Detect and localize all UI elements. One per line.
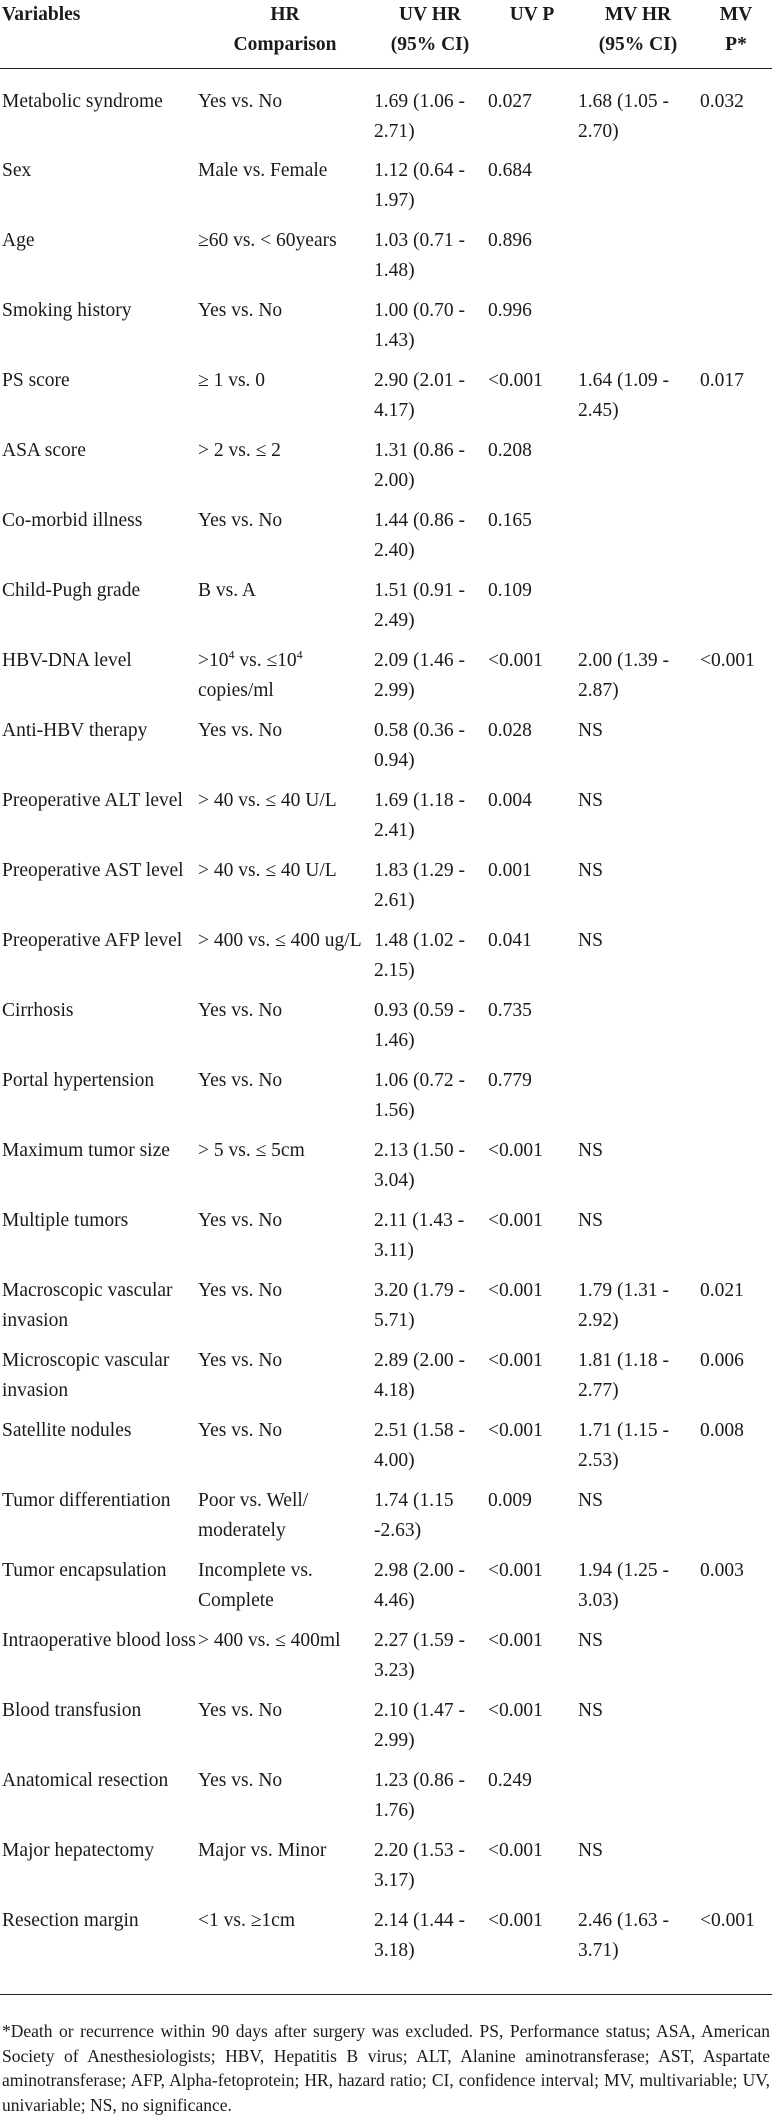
cell-variable: Resection margin xyxy=(2,1910,139,1931)
cell-uv-hr: 2.98 (2.00 - 4.46) xyxy=(374,1560,465,1611)
cell-mv-p xyxy=(698,1836,772,1906)
cell-mv-p: 0.017 xyxy=(700,370,744,391)
table-row xyxy=(0,926,772,996)
cell-mv-hr: 2.46 (1.63 - 3.71) xyxy=(578,1910,669,1961)
cell-mv-hr: NS xyxy=(578,1840,603,1861)
cell-variable: Satellite nodules xyxy=(2,1420,132,1441)
cell-variable: Microscopic vascular invasion xyxy=(2,1350,170,1401)
cell-variable: Child-Pugh grade xyxy=(2,580,141,601)
cell-mv-p xyxy=(698,1136,772,1206)
cell-mv-hr xyxy=(576,996,698,1066)
cell-mv-hr xyxy=(576,156,698,226)
table-row xyxy=(0,1486,772,1556)
cell-mv-p xyxy=(698,1486,772,1556)
cell-uv-p: 0.041 xyxy=(488,930,532,951)
cell-uv-hr: 2.90 (2.01 - 4.17) xyxy=(374,370,465,421)
cell-mv-p xyxy=(698,716,772,786)
cell-hr-comparison: Yes vs. No xyxy=(198,1350,283,1371)
cell-uv-p: <0.001 xyxy=(488,1630,543,1651)
text-fragment: copies/ml xyxy=(198,680,274,701)
cell-uv-p: 0.996 xyxy=(488,300,532,321)
cell-uv-p: 0.896 xyxy=(488,230,532,251)
cell-mv-p xyxy=(698,506,772,576)
cell-mv-hr: NS xyxy=(578,1630,603,1651)
cell-uv-hr: 2.51 (1.58 - 4.00) xyxy=(374,1420,465,1471)
cell-variable: Blood transfusion xyxy=(2,1700,142,1721)
cell-mv-hr xyxy=(576,436,698,506)
cell-mv-p: <0.001 xyxy=(700,1910,755,1931)
cell-variable: Sex xyxy=(2,160,32,181)
cell-mv-p xyxy=(698,436,772,506)
table-row xyxy=(0,996,772,1066)
cell-mv-p xyxy=(698,1766,772,1836)
cell-mv-p: 0.021 xyxy=(700,1280,744,1301)
cell-uv-hr: 1.69 (1.18 - 2.41) xyxy=(374,790,465,841)
cell-uv-p: 0.004 xyxy=(488,790,532,811)
text-fragment: >10 xyxy=(198,650,229,671)
cell-hr-comparison: > 400 vs. ≤ 400ml xyxy=(198,1630,341,1651)
cell-hr-comparison: Yes vs. No xyxy=(198,1700,283,1721)
cell-mv-p xyxy=(698,296,772,366)
cell-uv-hr: 1.44 (0.86 - 2.40) xyxy=(374,510,465,561)
cell-mv-hr: 1.64 (1.09 - 2.45) xyxy=(578,370,669,421)
header-hr-comparison: HR Comparison xyxy=(233,4,337,55)
cell-variable: HBV-DNA level xyxy=(2,650,132,671)
cell-uv-p: 0.684 xyxy=(488,160,532,181)
cell-mv-p: <0.001 xyxy=(700,650,755,671)
cell-mv-p xyxy=(698,1626,772,1696)
table-row xyxy=(0,1346,772,1416)
cell-mv-p: 0.032 xyxy=(700,90,744,112)
cell-hr-comparison: Yes vs. No xyxy=(198,1420,283,1441)
table-row xyxy=(0,576,772,646)
cell-variable: Preoperative AST level xyxy=(2,860,184,881)
cell-uv-hr: 1.06 (0.72 - 1.56) xyxy=(374,1070,465,1121)
table-row xyxy=(0,1766,772,1836)
text-fragment: vs. ≤10 xyxy=(234,650,297,671)
cell-hr-comparison: Yes vs. No xyxy=(198,1210,283,1231)
cell-hr-comparison: ≥60 vs. < 60years xyxy=(198,230,337,251)
cell-variable: PS score xyxy=(2,370,70,391)
cell-variable: Maximum tumor size xyxy=(2,1140,170,1161)
cell-mv-hr xyxy=(576,226,698,296)
cell-hr-comparison: Poor vs. Well/ moderately xyxy=(198,1490,309,1541)
cell-hr-comparison: Male vs. Female xyxy=(198,160,328,181)
cell-uv-hr: 1.00 (0.70 - 1.43) xyxy=(374,300,465,351)
cell-uv-p: 0.109 xyxy=(488,580,532,601)
cell-uv-p: <0.001 xyxy=(488,370,543,391)
table-row xyxy=(0,68,772,156)
cell-uv-p: <0.001 xyxy=(488,1840,543,1861)
cell-hr-comparison: Yes vs. No xyxy=(198,1280,283,1301)
cell-hr-comparison: > 2 vs. ≤ 2 xyxy=(198,440,281,461)
cell-hr-comparison: <1 vs. ≥1cm xyxy=(198,1910,295,1931)
cell-variable: Co-morbid illness xyxy=(2,510,143,531)
cell-mv-hr xyxy=(576,1066,698,1136)
cell-mv-p xyxy=(698,1066,772,1136)
header-mv-p: MV P* xyxy=(719,4,753,55)
cell-uv-p: 0.249 xyxy=(488,1770,532,1791)
cell-uv-p: 0.779 xyxy=(488,1070,532,1091)
table-footnote: *Death or recurrence within 90 days after surgery was excluded. PS, Performance status; ASA, American Society of Anesthesiologists; HBV, Hepatitis B virus; ALT, Alanine aminotransferase; AST, Aspartate aminotransferase; AFP, Alpha-fetoprotein; HR, hazard ratio; CI, confidence interval; MV, multivariable; UV, univariable; NS, no significance. xyxy=(0,1994,772,2117)
cell-uv-hr: 2.09 (1.46 - 2.99) xyxy=(374,650,465,701)
cell-hr-comparison: > 400 vs. ≤ 400 ug/L xyxy=(198,930,362,951)
cell-uv-hr: 1.48 (1.02 - 2.15) xyxy=(374,930,465,981)
cell-variable: Metabolic syndrome xyxy=(2,90,163,112)
cell-uv-p: 0.009 xyxy=(488,1490,532,1511)
cell-uv-hr: 0.93 (0.59 - 1.46) xyxy=(374,1000,465,1051)
cell-uv-hr: 1.03 (0.71 - 1.48) xyxy=(374,230,465,281)
table-row xyxy=(0,506,772,576)
table-row xyxy=(0,1626,772,1696)
table-row xyxy=(0,856,772,926)
superscript: 4 xyxy=(228,647,235,662)
table-row xyxy=(0,156,772,226)
cell-mv-p: 0.003 xyxy=(700,1560,744,1581)
cell-hr-comparison xyxy=(196,646,372,716)
cell-uv-hr: 3.20 (1.79 - 5.71) xyxy=(374,1280,465,1331)
cell-uv-p: <0.001 xyxy=(488,1420,543,1441)
cell-mv-p: 0.006 xyxy=(700,1350,744,1371)
table-row xyxy=(0,1206,772,1276)
cell-mv-hr: NS xyxy=(578,1490,603,1511)
cell-mv-p xyxy=(698,1206,772,1276)
cell-mv-hr xyxy=(576,296,698,366)
cell-uv-hr: 2.14 (1.44 - 3.18) xyxy=(374,1910,465,1961)
cell-variable: Preoperative AFP level xyxy=(2,930,183,951)
header-uv-p: UV P xyxy=(509,4,555,25)
cell-hr-comparison: Major vs. Minor xyxy=(198,1840,327,1861)
table-row xyxy=(0,1906,772,1976)
cell-hr-comparison: Yes vs. No xyxy=(198,1770,283,1791)
table-row xyxy=(0,366,772,436)
cell-hr-comparison: > 5 vs. ≤ 5cm xyxy=(198,1140,305,1161)
table-row xyxy=(0,436,772,506)
table-row xyxy=(0,716,772,786)
cell-hr-comparison: > 40 vs. ≤ 40 U/L xyxy=(198,790,337,811)
table-row xyxy=(0,1696,772,1766)
cell-hr-comparison: Yes vs. No xyxy=(198,720,283,741)
header-mv-hr: MV HR (95% CI) xyxy=(598,4,678,55)
cell-uv-hr: 2.10 (1.47 - 2.99) xyxy=(374,1700,465,1751)
cell-mv-hr xyxy=(576,1766,698,1836)
cell-uv-p: <0.001 xyxy=(488,1280,543,1301)
cell-mv-hr: 1.68 (1.05 - 2.70) xyxy=(578,90,669,142)
cell-uv-p: 0.028 xyxy=(488,720,532,741)
cell-hr-comparison: > 40 vs. ≤ 40 U/L xyxy=(198,860,337,881)
cell-uv-hr: 1.12 (0.64 - 1.97) xyxy=(374,160,465,211)
table-header xyxy=(0,0,772,68)
cell-mv-hr: NS xyxy=(578,720,603,741)
table-row xyxy=(0,646,772,716)
cell-uv-hr: 1.31 (0.86 - 2.00) xyxy=(374,440,465,491)
cell-mv-p xyxy=(698,576,772,646)
cell-hr-comparison: Yes vs. No xyxy=(198,300,283,321)
cell-mv-hr xyxy=(576,506,698,576)
cell-mv-hr: NS xyxy=(578,1140,603,1161)
cell-variable: Smoking history xyxy=(2,300,132,321)
cell-variable: Age xyxy=(2,230,35,251)
cell-uv-p: <0.001 xyxy=(488,1350,543,1371)
cell-variable: Anatomical resection xyxy=(2,1770,169,1791)
cell-uv-p: <0.001 xyxy=(488,1210,543,1231)
superscript: 4 xyxy=(296,647,303,662)
table-row xyxy=(0,1066,772,1136)
cell-mv-p xyxy=(698,996,772,1066)
cell-uv-hr: 1.23 (0.86 - 1.76) xyxy=(374,1770,465,1821)
cell-variable: ASA score xyxy=(2,440,86,461)
cell-uv-hr: 2.11 (1.43 - 3.11) xyxy=(374,1210,465,1261)
cell-mv-p xyxy=(698,926,772,996)
cell-hr-comparison: Yes vs. No xyxy=(198,1070,283,1091)
cell-uv-hr: 2.13 (1.50 - 3.04) xyxy=(374,1140,465,1191)
cell-uv-p: 0.001 xyxy=(488,860,532,881)
cell-variable: Preoperative ALT level xyxy=(2,790,183,811)
cell-mv-p xyxy=(698,226,772,296)
cell-uv-hr: 0.58 (0.36 - 0.94) xyxy=(374,720,465,771)
header-uv-hr: UV HR (95% CI) xyxy=(390,4,470,55)
cell-mv-p xyxy=(698,156,772,226)
cell-mv-hr: 1.81 (1.18 - 2.77) xyxy=(578,1350,669,1401)
cell-mv-p: 0.008 xyxy=(700,1420,744,1441)
table-row xyxy=(0,1416,772,1486)
cell-uv-p: <0.001 xyxy=(488,1140,543,1161)
cell-variable: Tumor encapsulation xyxy=(2,1560,167,1581)
cell-uv-hr: 2.89 (2.00 - 4.18) xyxy=(374,1350,465,1401)
cell-mv-hr: 1.94 (1.25 - 3.03) xyxy=(578,1560,669,1611)
cell-variable: Multiple tumors xyxy=(2,1210,129,1231)
table-row xyxy=(0,786,772,856)
cell-variable: Portal hypertension xyxy=(2,1070,155,1091)
header-variables: Variables xyxy=(2,4,81,25)
cell-mv-p xyxy=(698,856,772,926)
cell-variable: Anti-HBV therapy xyxy=(2,720,148,741)
cell-mv-hr xyxy=(576,576,698,646)
cell-mv-p xyxy=(698,1696,772,1766)
table-row xyxy=(0,1556,772,1626)
cell-uv-p: <0.001 xyxy=(488,1700,543,1721)
cell-hr-comparison: Yes vs. No xyxy=(198,90,283,112)
cell-variable: Tumor differentiation xyxy=(2,1490,171,1511)
cell-mv-hr: 2.00 (1.39 - 2.87) xyxy=(578,650,669,701)
cell-uv-hr: 1.74 (1.15 -2.63) xyxy=(374,1490,454,1541)
cell-uv-hr: 2.20 (1.53 - 3.17) xyxy=(374,1840,465,1891)
cell-hr-comparison: Incomplete vs. Complete xyxy=(198,1560,313,1611)
table-row xyxy=(0,1136,772,1206)
table-body xyxy=(0,68,772,1976)
cell-uv-hr: 1.83 (1.29 - 2.61) xyxy=(374,860,465,911)
cell-uv-hr: 1.51 (0.91 - 2.49) xyxy=(374,580,465,631)
cell-uv-p: <0.001 xyxy=(488,1910,543,1931)
cell-uv-hr: 2.27 (1.59 - 3.23) xyxy=(374,1630,465,1681)
cell-mv-hr: NS xyxy=(578,860,603,881)
cell-mv-hr: 1.71 (1.15 - 2.53) xyxy=(578,1420,669,1471)
cell-uv-p: 0.208 xyxy=(488,440,532,461)
cell-uv-p: <0.001 xyxy=(488,1560,543,1581)
table-row xyxy=(0,1836,772,1906)
cell-mv-hr: NS xyxy=(578,1210,603,1231)
cell-uv-p: 0.735 xyxy=(488,1000,532,1021)
cell-uv-p: 0.165 xyxy=(488,510,532,531)
cell-mv-p xyxy=(698,786,772,856)
table-row xyxy=(0,1276,772,1346)
cell-hr-comparison: B vs. A xyxy=(198,580,256,601)
cell-uv-p: 0.027 xyxy=(488,90,532,112)
cell-hr-comparison: ≥ 1 vs. 0 xyxy=(198,370,266,391)
cell-variable: Major hepatectomy xyxy=(2,1840,155,1861)
cell-hr-comparison: Yes vs. No xyxy=(198,510,283,531)
cell-uv-hr: 1.69 (1.06 - 2.71) xyxy=(374,90,465,142)
cell-mv-hr: 1.79 (1.31 - 2.92) xyxy=(578,1280,669,1331)
cell-variable: Cirrhosis xyxy=(2,1000,74,1021)
cell-hr-comparison: Yes vs. No xyxy=(198,1000,283,1021)
cell-mv-hr: NS xyxy=(578,930,603,951)
table-row xyxy=(0,226,772,296)
table-row xyxy=(0,296,772,366)
cell-uv-p: <0.001 xyxy=(488,650,543,671)
cell-mv-hr: NS xyxy=(578,1700,603,1721)
cell-mv-hr: NS xyxy=(578,790,603,811)
cell-variable: Macroscopic vascular invasion xyxy=(2,1280,173,1331)
cell-variable: Intraoperative blood loss xyxy=(2,1630,196,1651)
